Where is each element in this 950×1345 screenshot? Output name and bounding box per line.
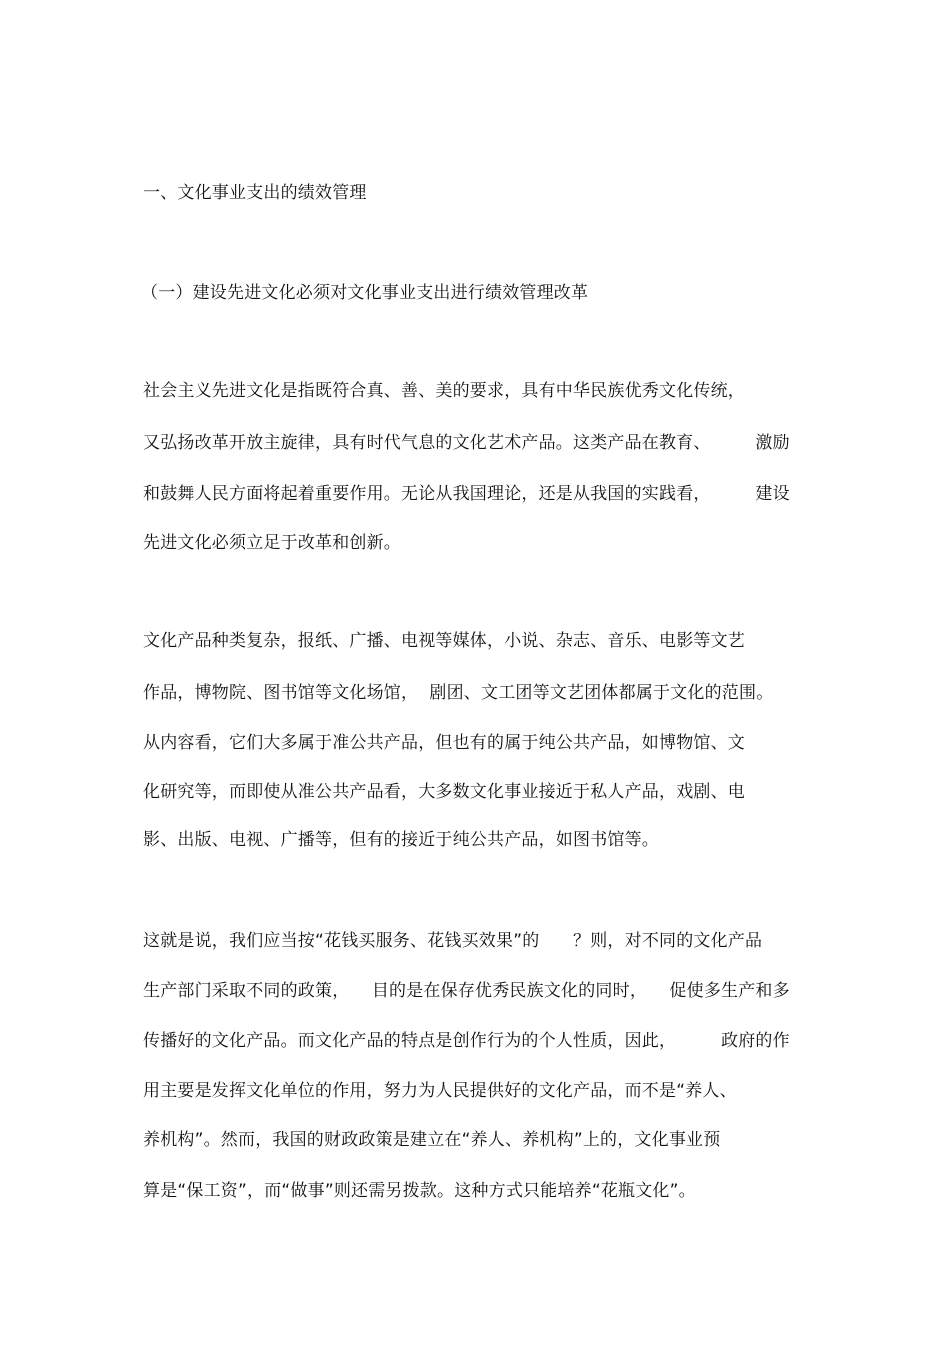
paragraph-line: 影、出版、电视、广播等，但有的接近于纯公共产品，如图书馆等。 [143,830,659,850]
subsection-heading: （一）建设先进文化必须对文化事业支出进行绩效管理改革 [141,283,589,303]
paragraph-line: 养机构”。然而，我国的财政政策是建立在“养人、养机构”上的，文化事业预 [143,1130,721,1150]
section-heading: 一、文化事业支出的绩效管理 [143,183,367,203]
paragraph-line: 这就是说，我们应当按“花钱买服务、花钱买效果”的 ？则，对不同的文化产品 [143,931,763,951]
paragraph-line: 又弘扬改革开放主旋律，具有时代气息的文化艺术产品。这类产品在教育、 激励 [143,433,790,453]
paragraph-line: 从内容看，它们大多属于准公共产品，但也有的属于纯公共产品，如博物馆、文 [143,733,745,753]
paragraph-line: 和鼓舞人民方面将起着重要作用。无论从我国理论，还是从我国的实践看， 建设 [143,484,790,504]
paragraph-line: 先进文化必须立足于改革和创新。 [143,533,401,553]
paragraph-line: 用主要是发挥文化单位的作用，努力为人民提供好的文化产品，而不是“养人、 [143,1081,737,1101]
paragraph-line: 生产部门采取不同的政策， 目的是在保存优秀民族文化的同时， 促使多生产和多 [143,981,790,1001]
paragraph-line: 传播好的文化产品。而文化产品的特点是创作行为的个人性质，因此， 政府的作 [143,1031,790,1051]
paragraph-line: 社会主义先进文化是指既符合真、善、美的要求，具有中华民族优秀文化传统， [143,381,745,401]
paragraph-line: 算是“保工资”，而“做事”则还需另拨款。这种方式只能培养“花瓶文化”。 [143,1181,696,1201]
paragraph-line: 文化产品种类复杂，报纸、广播、电视等媒体，小说、杂志、音乐、电影等文艺 [143,631,745,651]
paragraph-line: 化研究等，而即使从准公共产品看，大多数文化事业接近于私人产品，戏剧、电 [143,782,745,802]
paragraph-line: 作品，博物院、图书馆等文化场馆， 剧团、文工团等文艺团体都属于文化的范围。 [143,683,774,703]
